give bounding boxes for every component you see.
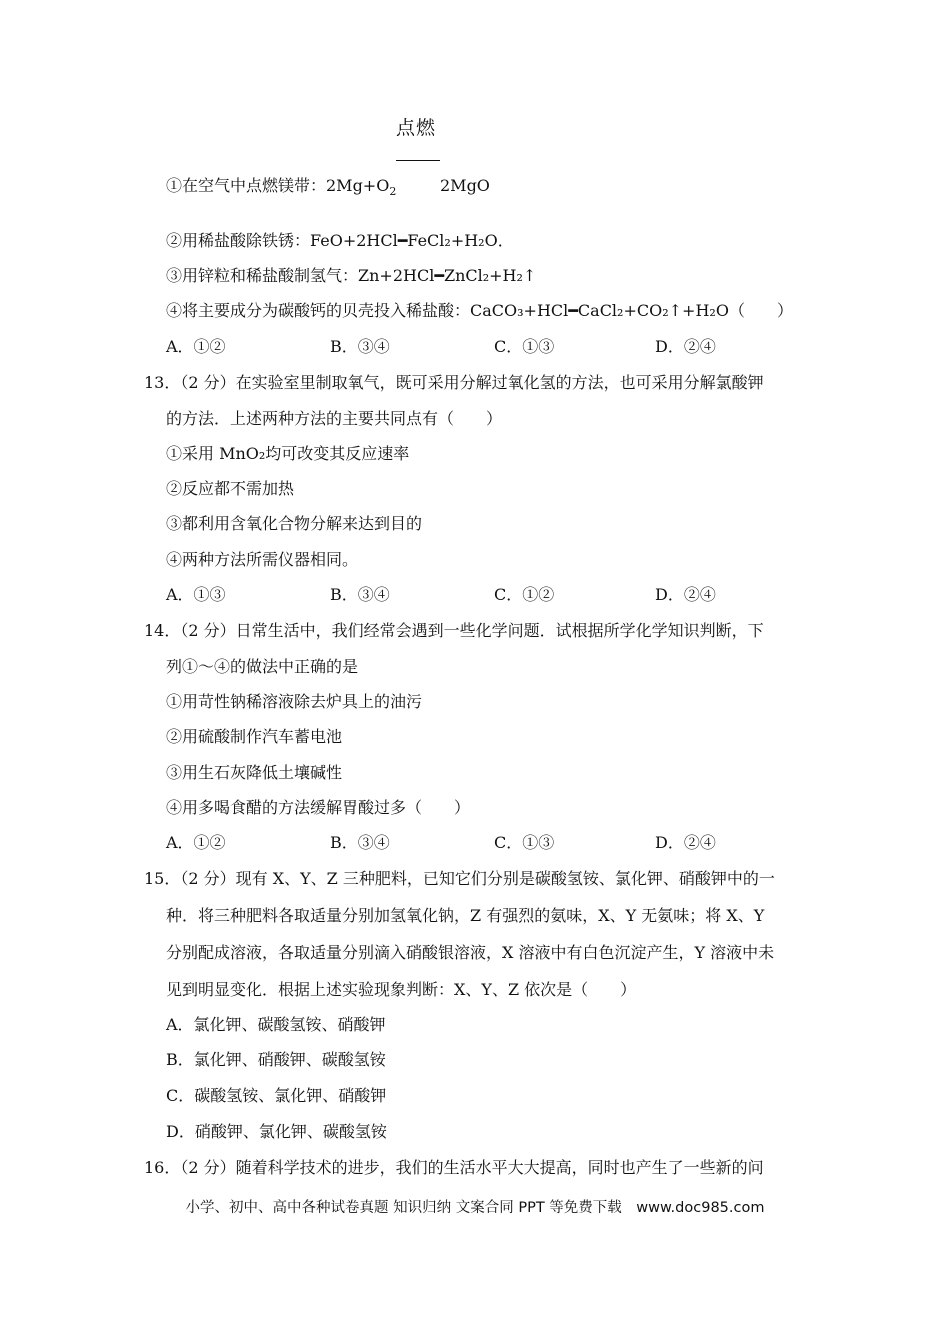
q12-option-d[interactable]: D．②④	[655, 337, 716, 356]
q14-item-4: ④用多喝食醋的方法缓解胃酸过多（ ）	[166, 798, 471, 817]
q12-option-a[interactable]: A．①②	[166, 337, 226, 356]
q13-item-1: ①采用 MnO₂均可改变其反应速率	[166, 444, 410, 463]
q14-item-3: ③用生石灰降低土壤碱性	[166, 763, 343, 782]
q13-option-d[interactable]: D．②④	[655, 585, 716, 604]
q12-item-1-text: ①在空气中点燃镁带：2Mg+O	[166, 176, 390, 195]
q12-item-2: ②用稀盐酸除铁锈：FeO+2HCl━FeCl₂+H₂O．	[166, 231, 514, 250]
q14-item-1: ①用苛性钠稀溶液除去炉具上的油污	[166, 692, 423, 711]
q14-option-c[interactable]: C．①③	[494, 833, 555, 852]
q13-item-2: ②反应都不需加热	[166, 479, 295, 498]
q15-stem-line-3: 分别配成溶液，各取适量分别滴入硝酸银溶液，X 溶液中有白色沉淀产生，Y 溶液中未	[166, 943, 775, 962]
q15-option-a[interactable]: A．氯化钾、碳酸氢铵、硝酸钾	[166, 1015, 386, 1034]
q15-option-b[interactable]: B．氯化钾、硝酸钾、碳酸氢铵	[166, 1050, 386, 1069]
q12-item-1-sub: 2	[389, 185, 397, 199]
q13-item-4: ④两种方法所需仪器相同。	[166, 550, 359, 569]
q13-stem-line-2: 的方法．上述两种方法的主要共同点有（ ）	[166, 409, 503, 428]
q12-item-1-product: 2MgO	[440, 176, 490, 195]
q13-option-c[interactable]: C．①②	[494, 585, 555, 604]
q14-option-b[interactable]: B．③④	[330, 833, 390, 852]
q13-option-b[interactable]: B．③④	[330, 585, 390, 604]
q14-item-2: ②用硫酸制作汽车蓄电池	[166, 727, 343, 746]
q14-stem-line-1: 14．（2 分）日常生活中，我们经常会遇到一些化学问题．试根据所学化学知识判断，下	[144, 621, 764, 640]
q16-stem-line-1: 16．（2 分）随着科学技术的进步，我们的生活水平大大提高，同时也产生了一些新的问	[144, 1158, 764, 1177]
q13-stem-line-1: 13．（2 分）在实验室里制取氧气，既可采用分解过氧化氢的方法，也可采用分解氯酸钾	[144, 373, 764, 392]
q13-option-a[interactable]: A．①③	[166, 585, 226, 604]
condition-label: 点燃	[396, 117, 437, 139]
q12-item-3: ③用锌粒和稀盐酸制氢气：Zn+2HCl━ZnCl₂+H₂↑	[166, 266, 537, 285]
q14-stem-line-2: 列①～④的做法中正确的是	[166, 657, 359, 676]
q15-option-c[interactable]: C．碳酸氢铵、氯化钾、硝酸钾	[166, 1086, 387, 1105]
q15-option-d[interactable]: D．硝酸钾、氯化钾、碳酸氢铵	[166, 1122, 387, 1141]
q12-item-4: ④将主要成分为碳酸钙的贝壳投入稀盐酸：CaCO₃+HCl━CaCl₂+CO₂↑+H₂O（ ）	[166, 301, 793, 320]
q15-stem-line-2: 种．将三种肥料各取适量分别加氢氧化钠，Z 有强烈的氨味，X、Y 无氨味；将 X、Y	[166, 906, 765, 925]
q13-item-3: ③都利用含氧化合物分解来达到目的	[166, 514, 423, 533]
q12-option-c[interactable]: C．①③	[494, 337, 555, 356]
q14-option-d[interactable]: D．②④	[655, 833, 716, 852]
q12-option-b[interactable]: B．③④	[330, 337, 390, 356]
q14-option-a[interactable]: A．①②	[166, 833, 226, 852]
q15-stem-line-1: 15．（2 分）现有 X、Y、Z 三种肥料，已知它们分别是碳酸氢铵、氯化钾、硝酸钾中的一	[144, 869, 775, 888]
condition-bar	[396, 160, 440, 161]
q15-stem-line-4: 见到明显变化．根据上述实验现象判断：X、Y、Z 依次是（ ）	[166, 980, 637, 999]
q12-item-1	[166, 176, 490, 202]
page-footer: 小学、初中、高中各种试卷真题 知识归纳 文案合同 PPT 等免费下载 www.doc985.com	[185, 1200, 765, 1216]
